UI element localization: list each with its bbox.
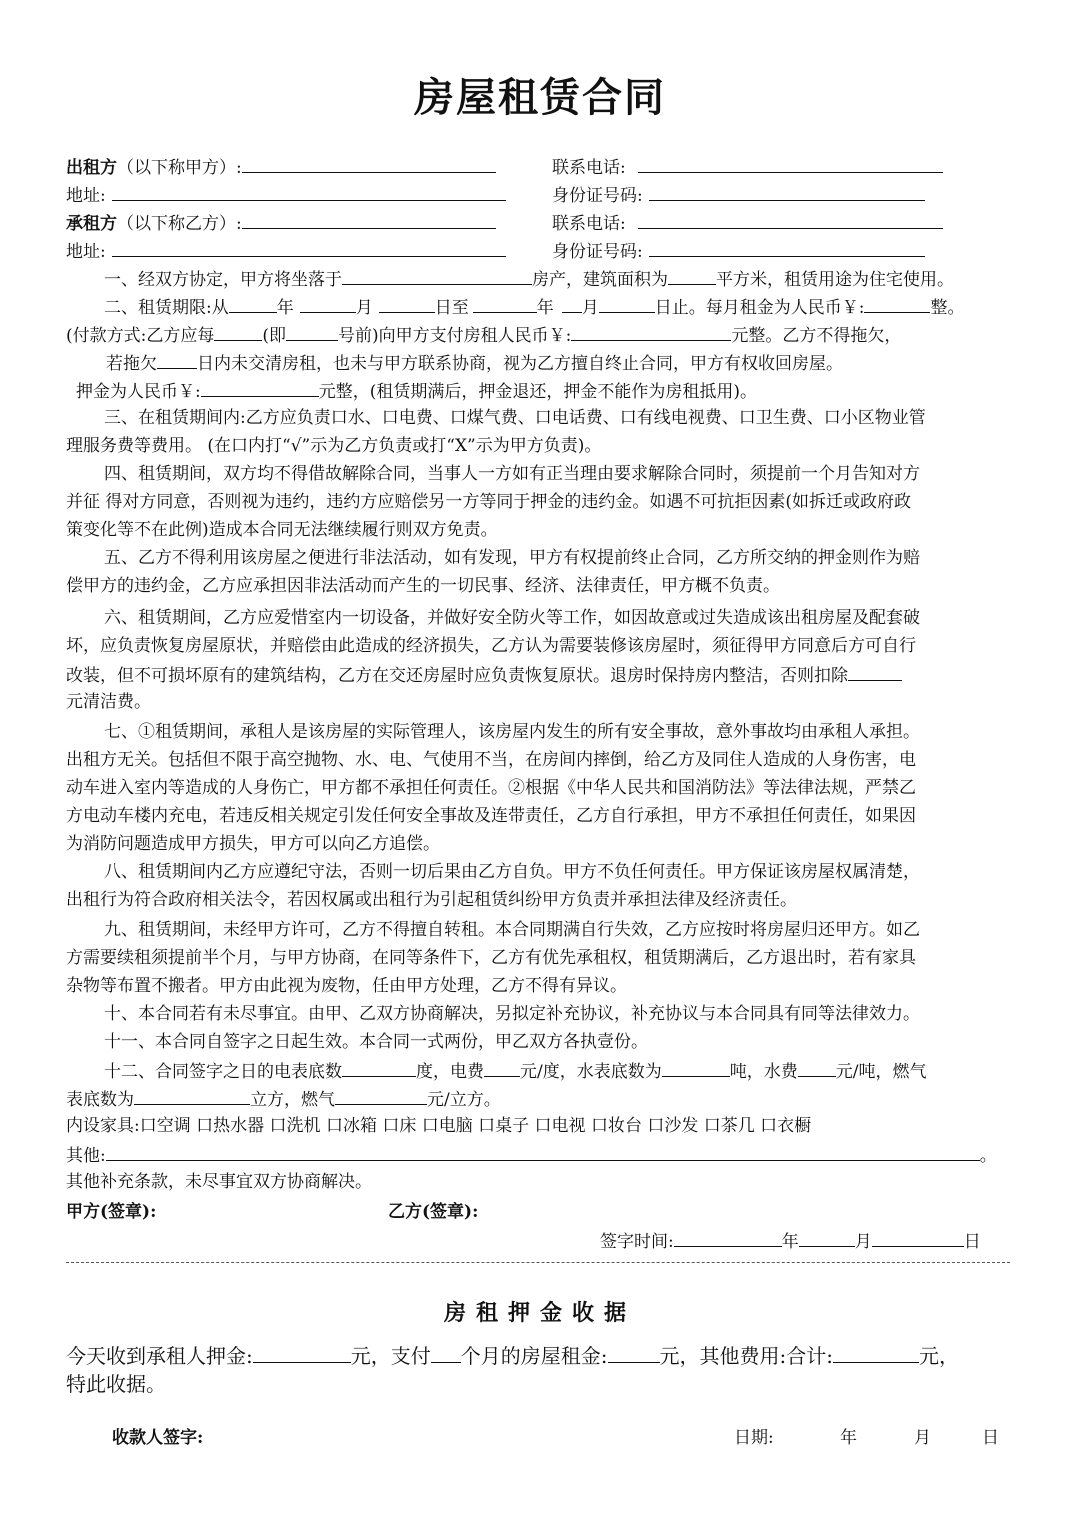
lessor-row [66, 154, 496, 178]
clause-10: 十、本合同若有未尽事宜。由甲、乙双方协商解决，另拟定补充协议，补充协议与本合同具有同等法律效力。 [104, 1004, 920, 1024]
signing-day-label: 日 [963, 1232, 981, 1252]
clause-3-line-1: 三、在租赁期间内:乙方应负责口水、口电费、口煤气费、口电话费、口有线电视费、口卫生费、口小区物业管 [104, 408, 926, 428]
clause-3-line-2: 理服务费等费用。 (在口内打“√”示为乙方负责或打“X”示为甲方负责)。 [66, 436, 602, 456]
area-blank[interactable] [668, 266, 716, 285]
clause-8-line-1: 八、租赁期间内乙方应遵纪守法，否则一切后果由乙方自负。甲方不负任何责任。甲方保证该房屋权属清楚， [104, 862, 920, 882]
lessee-row [66, 210, 496, 234]
property-location-blank[interactable] [342, 266, 532, 285]
lessee-phone-row [552, 210, 943, 234]
arrears-text-b: 日内未交清房租，也未与甲方联系协商，视为乙方擅自终止合同，甲方有权收回房屋。 [197, 354, 843, 374]
clause-6-line-4: 元清洁费。 [66, 692, 151, 712]
receipt-pay-text: 元，支付 [350, 1344, 431, 1368]
end-day-blank[interactable] [599, 294, 655, 313]
receipt-rent-blank[interactable] [608, 1340, 660, 1363]
receipt-title: 房租押金收据 [443, 1300, 636, 1326]
deposit-text-b: 元整，(租赁期满后，押金退还，押金不能作为房租抵用)。 [318, 382, 757, 402]
payment-amount-blank[interactable] [571, 322, 731, 341]
clause-6-line-3 [66, 662, 902, 686]
gas-text-b: 立方，燃气 [250, 1090, 335, 1110]
clause-2-from: 二、租赁期限:从 [104, 298, 229, 318]
lessor-label: 出租方 [66, 158, 117, 178]
monthly-rent-blank[interactable] [864, 294, 930, 313]
clause-1 [104, 266, 954, 290]
receipt-day-label: 日 [982, 1428, 999, 1448]
lessor-id-blank[interactable] [649, 182, 925, 201]
party-a-signature[interactable]: 甲方(签章): [66, 1202, 157, 1222]
clause-7-line-3: 动车进入室内等造成的人身伤亡，甲方都不承担任何责任。②根据《中华人民共和国消防法》等法律法规，严禁乙 [66, 778, 916, 798]
meter-text-e: 元/吨，燃气 [835, 1062, 927, 1082]
lessee-id-blank[interactable] [649, 238, 925, 257]
start-day-blank[interactable] [379, 294, 435, 313]
clause-4-line-2: 并征 得对方同意，否则视为违约，违约方应赔偿另一方等同于押金的违约金。如遇不可抗拒因素(如拆迁或政府政 [66, 492, 912, 512]
electric-reading-blank[interactable] [342, 1058, 416, 1077]
gas-text-a: 表底数为 [66, 1090, 134, 1110]
gas-text-c: 元/立方。 [427, 1090, 501, 1110]
receipt-date-label: 日期: [734, 1428, 774, 1448]
clause-5-line-1: 五、乙方不得利用该房屋之便进行非法活动，如有发现，甲方有权提前终止合同，乙方所交纳的押金则作为赔 [104, 548, 920, 568]
deposit-amount-blank[interactable] [201, 378, 319, 397]
clause-6-line-3-text: 改装，但不可损坏原有的建筑结构，乙方在交还房屋时应负责恢复原状。退房时保持房内整洁，否则扣除 [66, 666, 848, 686]
payment-ie-text: (即 [262, 326, 287, 346]
receipt-total-text: 元，其他费用:合计: [659, 1344, 833, 1368]
clause-2-rent-text: 日止。每月租金为人民币￥: [654, 298, 865, 318]
payment-day-blank[interactable] [286, 322, 338, 341]
clause-7-line-5: 为消防问题造成甲方损失，甲方可以向乙方追偿。 [66, 834, 440, 854]
lessee-phone-label: 联系电话: [552, 214, 626, 234]
arrears-text-a: 若拖欠 [106, 354, 157, 374]
receipt-month-label: 月 [914, 1428, 931, 1448]
water-reading-blank[interactable] [662, 1058, 730, 1077]
signing-date-row [600, 1228, 981, 1252]
receipt-line-2: 特此收据。 [66, 1372, 166, 1396]
receipt-rent-text: 个月的房屋租金: [460, 1344, 608, 1368]
party-b-signature[interactable]: 乙方(签章): [388, 1202, 479, 1222]
furniture-list: 内设家具:口空调 口热水器 口洗机 口冰箱 口床 口电脑 口桌子 口电视 口妆台 口沙发 口茶几 口衣橱 [66, 1116, 812, 1136]
supplement-clause: 其他补充条款，未尽事宜双方协商解决。 [66, 1172, 372, 1192]
receipt-months-blank[interactable] [431, 1340, 461, 1363]
signing-day-blank[interactable] [872, 1228, 964, 1247]
signing-year-label: 年 [781, 1232, 799, 1252]
signing-time-label: 签字时间: [600, 1232, 674, 1252]
lessee-address-blank[interactable] [112, 238, 506, 257]
clause-2-arrears [106, 350, 843, 374]
clause-4-line-1: 四、租赁期间，双方均不得借故解除合同，当事人一方如有正当理由要求解除合同时，须提前一个月告知对方 [104, 464, 920, 484]
clause-2-end: 整。 [930, 298, 965, 318]
lessor-id-label: 身份证号码: [552, 186, 643, 206]
payment-method-text: (付款方式:乙方应每 [66, 326, 215, 346]
clause-9-line-3: 杂物等布置不搬者。甲方由此视为废物，任由甲方处理，乙方不得有异议。 [66, 976, 627, 996]
other-blank[interactable] [106, 1142, 980, 1161]
lessee-name-blank[interactable] [242, 210, 496, 229]
receipt-line-1 [66, 1340, 959, 1368]
lessor-suffix: （以下称甲方）: [117, 158, 242, 178]
lessor-phone-label: 联系电话: [552, 158, 626, 178]
arrears-days-blank[interactable] [157, 350, 197, 369]
lessee-suffix: （以下称乙方）: [117, 214, 242, 234]
meter-text-d: 吨，水费 [729, 1062, 798, 1082]
clause-2-year-b: 年 [536, 298, 554, 318]
clause-2 [104, 294, 964, 318]
lessor-id-row [552, 182, 925, 206]
clause-1-text-c: 平方米，租赁用途为住宅使用。 [716, 270, 954, 290]
cleaning-fee-blank[interactable] [848, 662, 902, 681]
lessor-address-label: 地址: [66, 186, 106, 206]
lessee-address-row [66, 238, 506, 262]
clause-2-year-a: 年 [276, 298, 294, 318]
signing-month-label: 月 [854, 1232, 872, 1252]
meter-text-a: 十二、合同签字之日的电表底数 [104, 1062, 342, 1082]
lessee-phone-blank[interactable] [638, 210, 943, 229]
lessor-name-blank[interactable] [242, 154, 496, 173]
signing-month-blank[interactable] [799, 1228, 855, 1247]
clause-4-line-3: 策变化等不在此例)造成本合同无法继续履行则双方免责。 [66, 520, 498, 540]
clause-8-line-2: 出租行为符合政府相关法令，若因权属或出租行为引起租赁纠纷甲方负责并承担法律及经济责任。 [66, 890, 797, 910]
meter-text-b: 度，电费 [416, 1062, 484, 1082]
clause-7-line-1: 七、①租赁期间，承租人是该房屋的实际管理人，该房屋内发生的所有安全事故，意外事故均由承租人承担。 [104, 722, 920, 742]
gas-reading-blank[interactable] [134, 1086, 250, 1105]
lessor-address-row [66, 182, 506, 206]
cut-line-divider [66, 1262, 1010, 1263]
other-row [66, 1142, 997, 1166]
lessor-phone-row [552, 154, 943, 178]
clause-2-deposit [76, 378, 757, 402]
other-label: 其他: [66, 1146, 106, 1166]
receipt-deposit-text: 今天收到承租人押金: [66, 1344, 253, 1368]
receipt-year-label: 年 [840, 1428, 857, 1448]
clause-2-to: 日至 [434, 298, 469, 318]
receipt-end-text: 元， [918, 1344, 959, 1368]
lessee-address-label: 地址: [66, 242, 106, 262]
clause-12-line-2 [66, 1086, 501, 1110]
end-year-blank[interactable] [473, 294, 537, 313]
payment-amount-text: 号前)向甲方支付房租人民币￥: [338, 326, 572, 346]
clause-1-text-b: 房产，建筑面积为 [532, 270, 668, 290]
lessor-phone-blank[interactable] [638, 154, 943, 173]
start-month-blank[interactable] [300, 294, 356, 313]
other-end: 。 [979, 1146, 997, 1166]
signing-year-blank[interactable] [674, 1228, 782, 1247]
clause-5-line-2: 偿甲方的违约金，乙方应承担因非法活动而产生的一切民事、经济、法律责任，甲方概不负责。 [66, 576, 780, 596]
lessor-address-blank[interactable] [112, 182, 506, 201]
clause-9-line-2: 方需要续租须提前半个月，与甲方协商，在同等条件下，乙方有优先承租权，租赁期满后，乙方退出时，若有家具 [66, 948, 916, 968]
clause-7-line-2: 出租方无关。包括但不限于高空抛物、水、电、气使用不当，在房间内摔倒，给乙方及同住人造成的人身伤害，电 [66, 750, 916, 770]
payment-period-blank[interactable] [214, 322, 262, 341]
clause-7-line-4: 方电动车楼内充电，若违反相关规定引发任何安全事故及连带责任，乙方自行承担，甲方不承担任何责任，如果因 [66, 806, 916, 826]
payee-signature[interactable]: 收款人签字: [112, 1428, 204, 1448]
clause-9-line-1: 九、租赁期间，未经甲方许可，乙方不得擅自转租。本合同期满自行失效，乙方应按时将房屋归还甲方。如乙 [104, 920, 920, 940]
clause-2-month-b: 月 [581, 298, 599, 318]
lessee-label: 承租方 [66, 214, 117, 234]
clause-2-month-a: 月 [355, 298, 373, 318]
lessee-id-row [552, 238, 925, 262]
clause-6-line-1: 六、租赁期间，乙方应爱惜室内一切设备，并做好安全防火等工作，如因故意或过失造成该出租房屋及配套破 [104, 608, 920, 628]
start-year-blank[interactable] [229, 294, 277, 313]
gas-price-blank[interactable] [335, 1086, 427, 1105]
receipt-deposit-blank[interactable] [253, 1340, 351, 1363]
document-title: 房屋租赁合同 [414, 75, 666, 121]
payment-end-text: 元整。乙方不得拖欠， [731, 326, 902, 346]
water-price-blank[interactable] [798, 1058, 836, 1077]
end-month-blank[interactable] [562, 294, 582, 313]
receipt-total-blank[interactable] [833, 1340, 919, 1363]
electric-price-blank[interactable] [484, 1058, 520, 1077]
lessee-id-label: 身份证号码: [552, 242, 643, 262]
clause-12-line-1 [104, 1058, 926, 1082]
meter-text-c: 元/度，水表底数为 [520, 1062, 662, 1082]
clause-6-line-2: 坏，应负责恢复房屋原状，并赔偿由此造成的经济损失，乙方认为需要装修该房屋时，须征得甲方同意后方可自行 [66, 636, 916, 656]
clause-2-payment [66, 322, 901, 346]
clause-11: 十一、本合同自签字之日起生效。本合同一式两份，甲乙双方各执壹份。 [104, 1032, 648, 1052]
deposit-text-a: 押金为人民币￥: [76, 382, 201, 402]
clause-1-text-a: 一、经双方协定，甲方将坐落于 [104, 270, 342, 290]
